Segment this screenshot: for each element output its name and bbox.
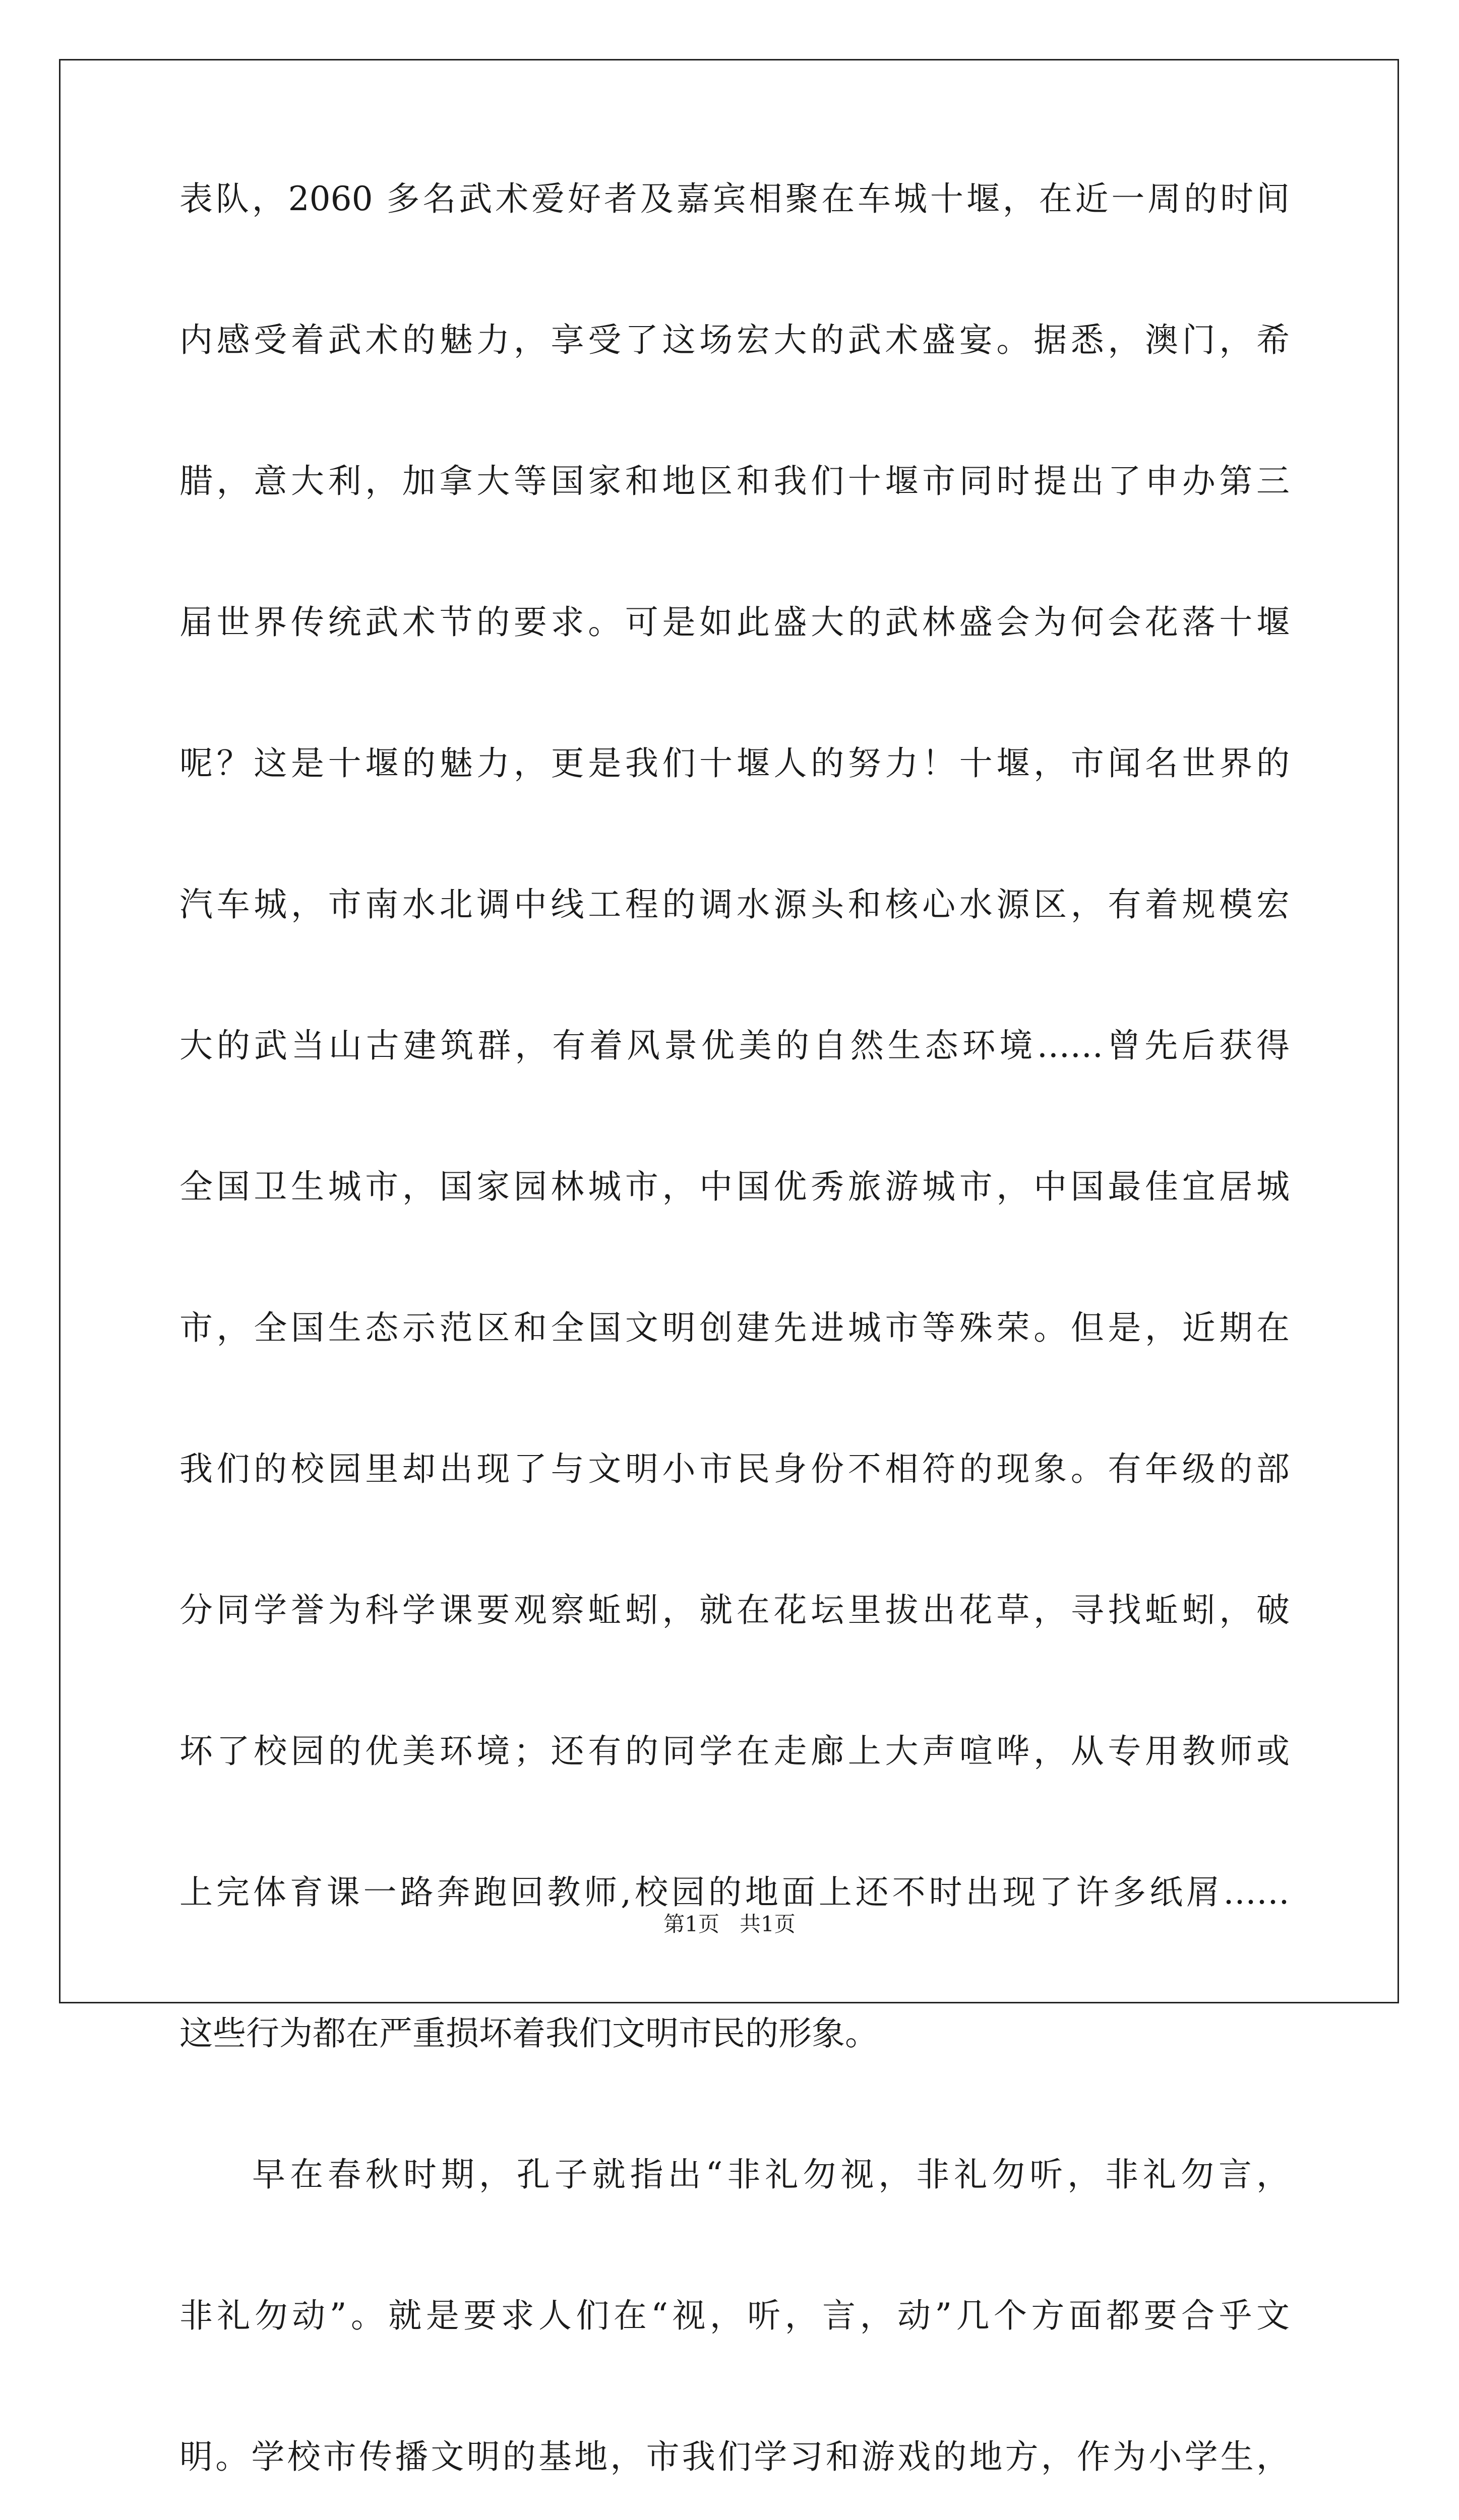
text-line: 上完体育课一路奔跑回教师,校园的地面上还不时出现了许多纸屑…… — [179, 1873, 1290, 1912]
text-line: 坏了校园的优美环境；还有的同学在走廊上大声喧哗，从专用教师或 — [179, 1732, 1290, 1771]
text-line: 呢？这是十堰的魅力，更是我们十堰人的努力！十堰，市闻名世界的 — [179, 744, 1290, 783]
paragraph-first-line: 早在春秋时期，孔子就指出“非礼勿视，非礼勿听，非礼勿言， — [252, 2155, 1290, 2194]
text-line: 我们的校园里却出现了与文明小市民身份不相符的现象。有年级的部 — [179, 1450, 1290, 1488]
text-line: 这些行为都在严重损坏着我们文明市民的形象。 — [179, 2014, 878, 2053]
text-line: 内感受着武术的魅力，享受了这场宏大的武术盛宴。据悉，澳门，希 — [179, 321, 1290, 359]
text-line: 市，全国生态示范区和全国文明创建先进城市等殊荣。但是，近期在 — [179, 1308, 1290, 1347]
text-line: 表队，2060 多名武术爱好者及嘉宾相聚在车城十堰，在近一周的时间 — [179, 179, 1290, 218]
text-line: 全国卫生城市，国家园林城市，中国优秀旅游城市，中国最佳宜居城 — [179, 1167, 1290, 1206]
document-body — [179, 181, 1290, 2520]
text-line: 分同学誉为科学课要观察蚯蚓，就在花坛里拔出花草，寻找蚯蚓，破 — [179, 1591, 1290, 1629]
text-line: 大的武当山古建筑群，有着风景优美的自然生态环境……曾先后获得 — [179, 1026, 1290, 1065]
text-line: 非礼勿动”。就是要求人们在“视，听，言，动”几个方面都要合乎文 — [179, 2296, 1290, 2335]
page-footer: 第1页 共1页 — [663, 1912, 796, 1936]
text-line: 明。学校市传播文明的基地，市我们学习和游戏的地方，作为小学生， — [179, 2437, 1290, 2476]
text-line: 届世界传统武术节的要求。可是如此盛大的武林盛会为何会花落十堰 — [179, 603, 1290, 642]
text-line: 汽车城，市南水北调中线工程的调水源头和核心水源区，有着规模宏 — [179, 885, 1290, 924]
text-line: 腊，意大利，加拿大等国家和地区和我们十堰市同时提出了申办第三 — [179, 462, 1290, 500]
